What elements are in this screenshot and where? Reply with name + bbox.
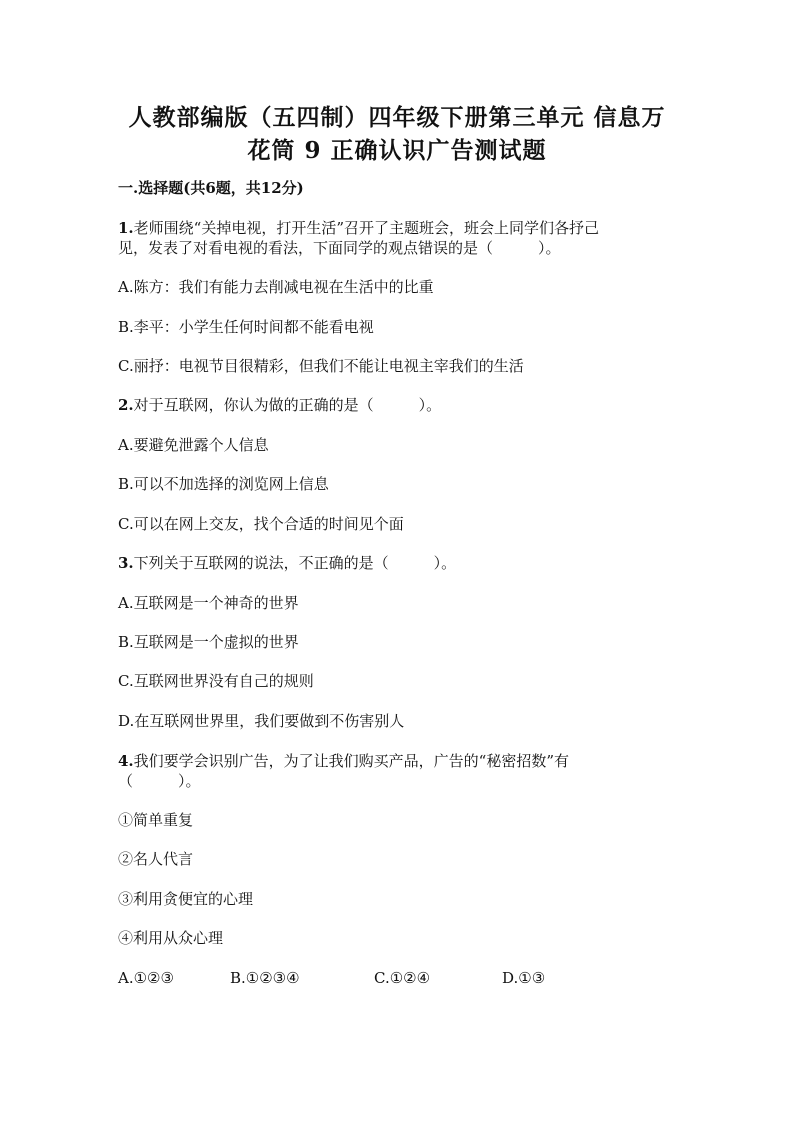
question-3-option-b[interactable]: B.互联网是一个虚拟的世界 <box>118 633 299 651</box>
question-2-option-c[interactable]: C.可以在网上交友，找个合适的时间见个面 <box>118 515 404 533</box>
question-4-item-2: ②名人代言 <box>118 850 194 868</box>
question-4-text: 我们要学会识别广告，为了让我们购买产品，广告的“秘密招数”有 <box>133 752 570 770</box>
question-3-line-1 <box>118 553 456 573</box>
question-4-item-1: ①简单重复 <box>118 811 194 829</box>
page-title-line-1: 人教部编版（五四制）四年级下册第三单元 信息万 <box>128 104 666 131</box>
question-2-number: 2. <box>118 396 134 414</box>
question-3-number: 3. <box>118 554 134 572</box>
question-4-option-d[interactable]: D.①③ <box>502 969 546 987</box>
question-3-option-d[interactable]: D.在互联网世界里，我们要做到不伤害别人 <box>118 712 405 730</box>
question-1-option-c[interactable]: C.丽抒：电视节目很精彩，但我们不能让电视主宰我们的生活 <box>118 357 524 375</box>
question-4-option-b[interactable]: B.①②③④ <box>230 969 300 987</box>
question-4-option-a[interactable]: A.①②③ <box>118 969 174 987</box>
page-title-line-2: 花筒 9 正确认识广告测试题 <box>247 137 547 164</box>
question-3-option-a[interactable]: A.互联网是一个神奇的世界 <box>118 594 299 612</box>
section-heading: 一.选择题(共6题，共12分) <box>118 179 304 197</box>
question-4-options <box>118 968 678 988</box>
question-1-line-1 <box>118 218 599 238</box>
question-1-option-b[interactable]: B.李平：小学生任何时间都不能看电视 <box>118 318 374 336</box>
question-2-option-a[interactable]: A.要避免泄露个人信息 <box>118 436 269 454</box>
question-4-item-3: ③利用贪便宜的心理 <box>118 890 254 908</box>
question-3-text: 下列关于互联网的说法，不正确的是（ ）。 <box>133 554 457 572</box>
question-1-option-a[interactable]: A.陈方：我们有能力去削减电视在生活中的比重 <box>118 278 434 296</box>
question-4-line-1 <box>118 751 569 771</box>
question-1-line-2: 见，发表了对看电视的看法，下面同学的观点错误的是（ ）。 <box>118 239 561 257</box>
question-3-option-c[interactable]: C.互联网世界没有自己的规则 <box>118 672 314 690</box>
question-4-item-4: ④利用从众心理 <box>118 929 224 947</box>
question-2-option-b[interactable]: B.可以不加选择的浏览网上信息 <box>118 475 329 493</box>
question-2-text: 对于互联网，你认为做的正确的是（ ）。 <box>133 396 442 414</box>
question-4-number: 4. <box>118 752 134 770</box>
question-4-line-2: （ ）。 <box>118 772 201 790</box>
question-1-text: 老师围绕“关掉电视，打开生活”召开了主题班会，班会上同学们各抒己 <box>133 219 600 237</box>
question-2-line-1 <box>118 395 441 415</box>
question-1-number: 1. <box>118 219 134 237</box>
question-4-option-c[interactable]: C.①②④ <box>374 969 431 987</box>
